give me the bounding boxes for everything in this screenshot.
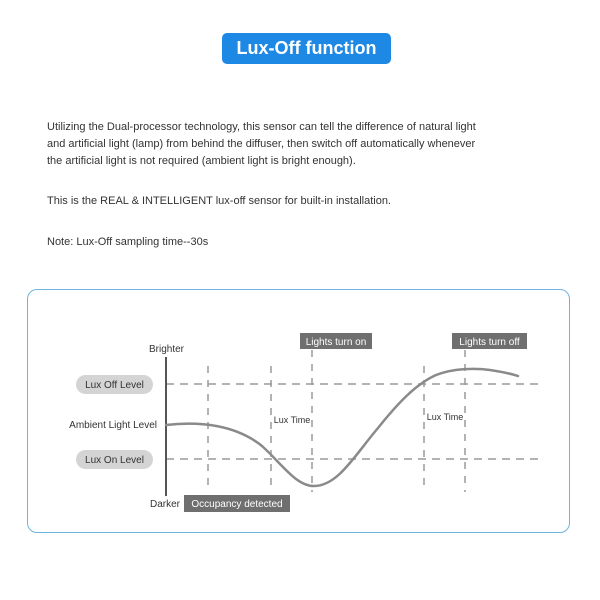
lux-on-level-label: Lux On Level [85, 455, 144, 466]
lux-off-level-label: Lux Off Level [85, 380, 144, 391]
lights-turn-off-label: Lights turn off [459, 337, 520, 348]
darker-label: Darker [149, 499, 180, 510]
lux-time-label: Lux Time [426, 412, 464, 422]
occupancy-detected-label: Occupancy detected [191, 499, 283, 510]
lux-time-label: Lux Time [273, 415, 311, 425]
description-line: and artificial light (lamp) from behind the diffuser, then switch off automatically whenever [47, 138, 476, 150]
description-line: the artificial light is not required (ambient light is bright enough). [47, 155, 356, 167]
lights-turn-on-label: Lights turn on [305, 337, 367, 348]
statement-text: This is the REAL & INTELLIGENT lux-off sensor for built-in installation. [47, 195, 391, 207]
ambient-light-level-label: Ambient Light Level [69, 420, 157, 431]
page-title: Lux-Off function [222, 33, 391, 64]
note-text: Note: Lux-Off sampling time--30s [47, 236, 209, 248]
description-line: Utilizing the Dual-processor technology, this sensor can tell the difference of natural light [47, 121, 476, 133]
brighter-label: Brighter [148, 344, 184, 355]
